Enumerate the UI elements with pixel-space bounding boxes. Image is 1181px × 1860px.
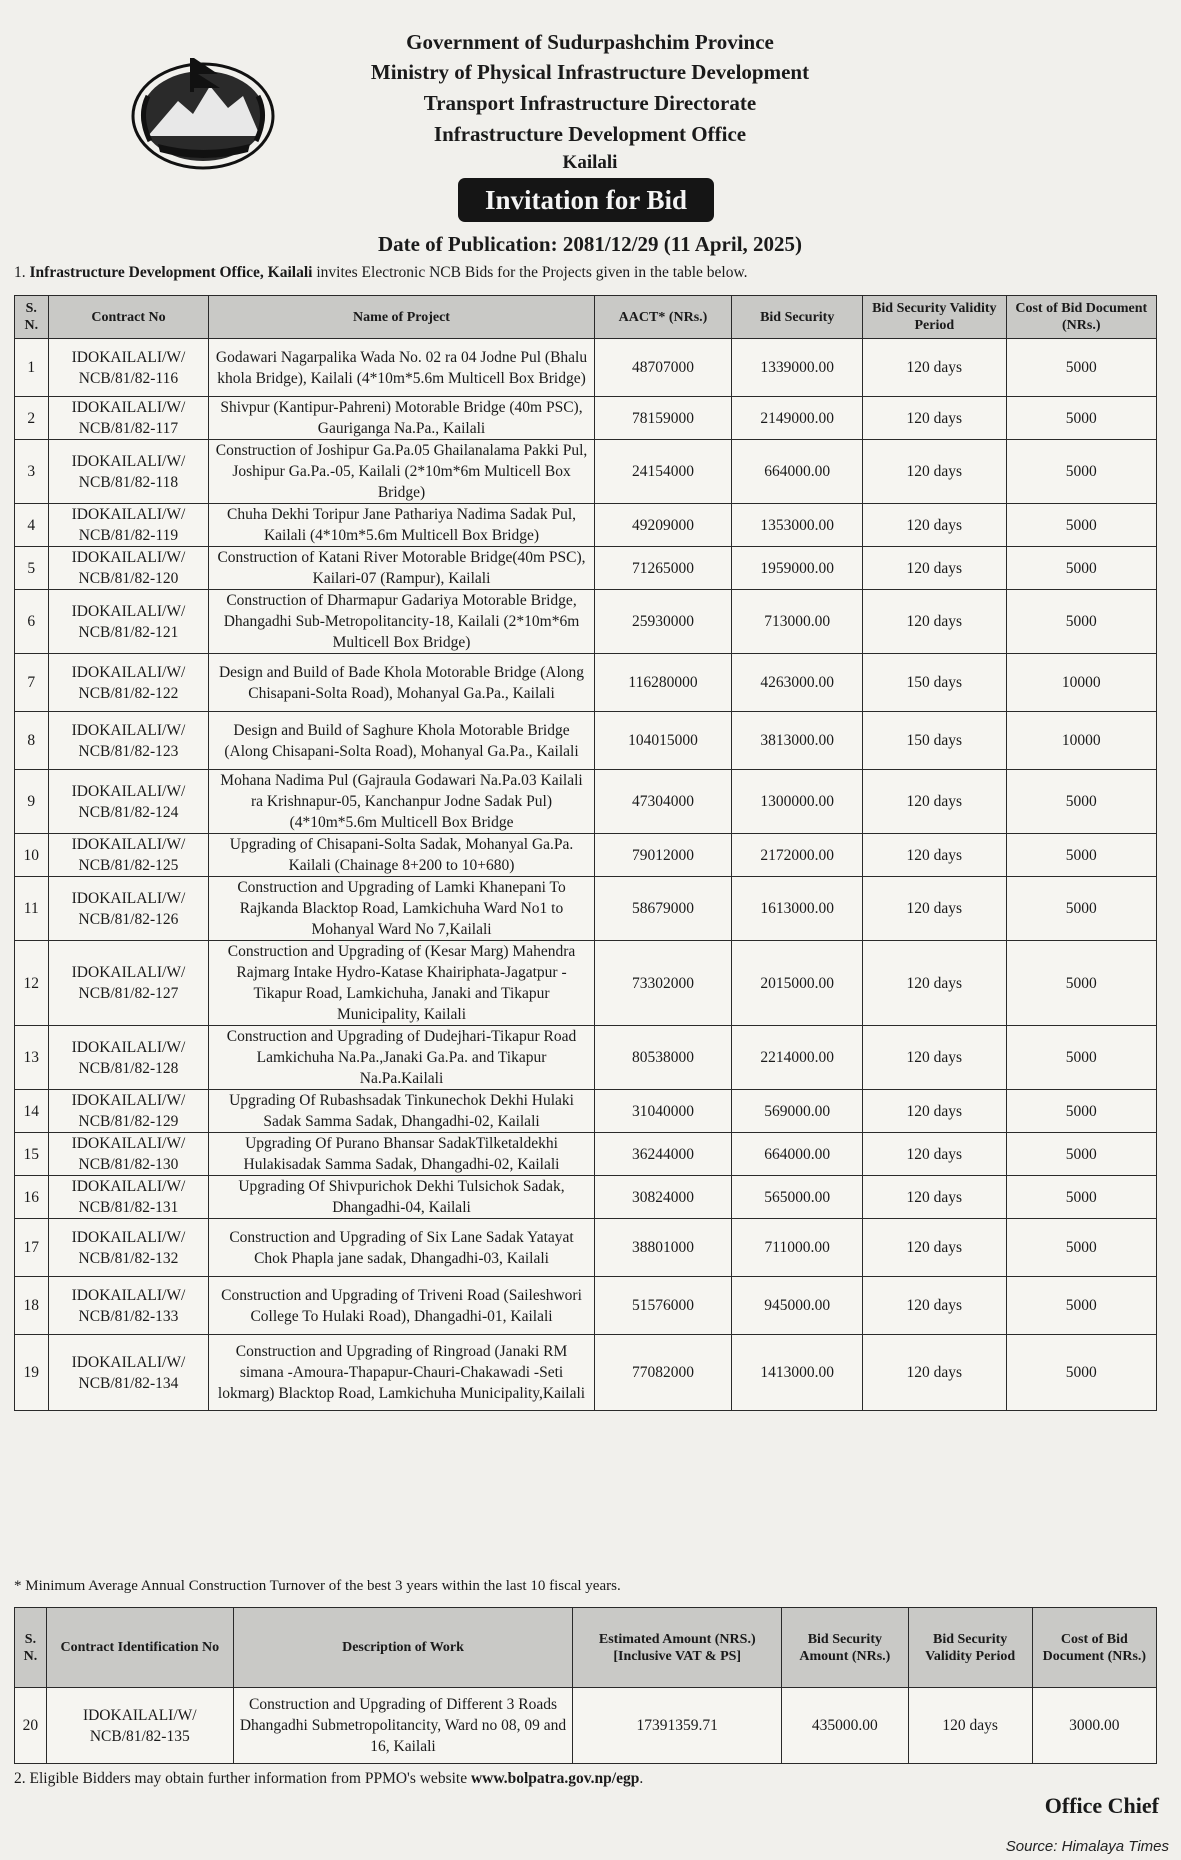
cell-project-name: Construction and Upgrading of Triveni Road (Saileshwori College To Hulaki Road), Dhangadhi-01, Kailali (209, 1277, 594, 1335)
cell-aact: 38801000 (594, 1219, 732, 1277)
projects-table (14, 295, 1157, 1411)
source-credit: Source: Himalaya Times (1005, 1838, 1169, 1855)
cell-cost: 5000 (1006, 339, 1156, 397)
cell-validity: 120 days (863, 1133, 1006, 1176)
publication-date: Date of Publication: 2081/12/29 (11 April, 2025) (377, 232, 803, 256)
table-row (15, 1133, 1157, 1176)
cell-contract: IDOKAILALI/W/ NCB/81/82-134 (48, 1335, 209, 1411)
cell-bid-security: 2015000.00 (732, 941, 863, 1026)
cell-sn: 3 (15, 440, 49, 504)
cell-validity: 120 days (863, 547, 1006, 590)
cell-project-name: Godawari Nagarpalika Wada No. 02 ra 04 Jodne Pul (Bhalu khola Bridge), Kailali (4*10m*5.6m Multicell Box Bridge) (209, 339, 594, 397)
nepal-emblem-icon (128, 56, 278, 171)
header-description: Description of Work (233, 1608, 573, 1688)
cell-bid-security: 1959000.00 (732, 547, 863, 590)
cell-sn: 14 (15, 1090, 49, 1133)
table-row (15, 440, 1157, 504)
cell-cost: 5000 (1006, 1133, 1156, 1176)
cell-sn: 13 (15, 1026, 49, 1090)
cell-project-name: Construction of Joshipur Ga.Pa.05 Ghailanalama Pakki Pul, Joshipur Ga.Pa.-05, Kailali (2*10m*6m Multicell Box Bridge) (209, 440, 594, 504)
cell-sn: 15 (15, 1133, 49, 1176)
table-row (15, 1688, 1157, 1764)
cell-description: Construction and Upgrading of Different 3 Roads Dhangadhi Submetropolitancity, Ward no 08, 09 and 16, Kailali (233, 1688, 573, 1764)
table-row (15, 1176, 1157, 1219)
cell-validity: 120 days (863, 770, 1006, 834)
table-row (15, 1219, 1157, 1277)
cell-contract: IDOKAILALI/W/ NCB/81/82-122 (48, 654, 209, 712)
cell-aact: 25930000 (594, 590, 732, 654)
cell-bid-security: 711000.00 (732, 1219, 863, 1277)
cell-contract: IDOKAILALI/W/ NCB/81/82-116 (48, 339, 209, 397)
cell-cost: 10000 (1006, 654, 1156, 712)
header-bid-security: Bid Security (732, 296, 863, 339)
cell-bid-security: 2172000.00 (732, 834, 863, 877)
cell-validity: 120 days (908, 1688, 1032, 1764)
cell-project-name: Construction of Katani River Motorable Bridge(40m PSC), Kailari-07 (Rampur), Kailali (209, 547, 594, 590)
table-header-row (15, 296, 1157, 339)
cell-project-name: Shivpur (Kantipur-Pahreni) Motorable Bridge (40m PSC), Gauriganga Na.Pa., Kailali (209, 397, 594, 440)
cell-validity: 120 days (863, 941, 1006, 1026)
cell-contract: IDOKAILALI/W/ NCB/81/82-117 (48, 397, 209, 440)
cell-sn: 1 (15, 339, 49, 397)
cell-sn: 6 (15, 590, 49, 654)
cell-aact: 24154000 (594, 440, 732, 504)
cell-bid-security: 1339000.00 (732, 339, 863, 397)
cell-project-name: Upgrading Of Shivpurichok Dekhi Tulsichok Sadak, Dhangadhi-04, Kailali (209, 1176, 594, 1219)
cell-cost: 5000 (1006, 397, 1156, 440)
cell-sn: 12 (15, 941, 49, 1026)
table-row (15, 1335, 1157, 1411)
cell-contract: IDOKAILALI/W/ NCB/81/82-127 (48, 941, 209, 1026)
cell-project-name: Design and Build of Saghure Khola Motorable Bridge (Along Chisapani-Solta Road), Mohanyal Ga.Pa., Kailali (209, 712, 594, 770)
cell-aact: 79012000 (594, 834, 732, 877)
cell-cost: 10000 (1006, 712, 1156, 770)
cell-cost: 5000 (1006, 834, 1156, 877)
cell-project-name: Construction and Upgrading of Ringroad (Janaki RM simana -Amoura-Thapapur-Chauri-Chakawadi -Seti lokmarg) Blacktop Road, Lamkichuha Municipality,Kailali (209, 1335, 594, 1411)
cell-sn: 4 (15, 504, 49, 547)
cell-bid-security: 565000.00 (732, 1176, 863, 1219)
cell-cost: 5000 (1006, 941, 1156, 1026)
cell-amount: 435000.00 (782, 1688, 908, 1764)
cell-bid-security: 1613000.00 (732, 877, 863, 941)
cell-validity: 120 days (863, 1277, 1006, 1335)
cell-aact: 116280000 (594, 654, 732, 712)
header-validity: Bid Security Validity Period (908, 1608, 1032, 1688)
cell-bid-security: 1413000.00 (732, 1335, 863, 1411)
cell-cost: 5000 (1006, 770, 1156, 834)
cell-cost: 5000 (1006, 1219, 1156, 1277)
cell-cost: 5000 (1006, 1277, 1156, 1335)
cell-contract: IDOKAILALI/W/ NCB/81/82-131 (48, 1176, 209, 1219)
cell-validity: 150 days (863, 712, 1006, 770)
cell-validity: 120 days (863, 834, 1006, 877)
cell-contract: IDOKAILALI/W/ NCB/81/82-121 (48, 590, 209, 654)
table-row (15, 770, 1157, 834)
turnover-note: * Minimum Average Annual Construction Turnover of the best 3 years within the last 10 fiscal years. (14, 1578, 621, 1594)
cell-bid-security: 2214000.00 (732, 1026, 863, 1090)
cell-bid-security: 1353000.00 (732, 504, 863, 547)
header-validity: Bid Security Validity Period (863, 296, 1006, 339)
cell-cost: 5000 (1006, 440, 1156, 504)
page-title: Invitation for Bid (458, 178, 714, 222)
cell-project-name: Construction and Upgrading of Six Lane Sadak Yatayat Chok Phapla jane sadak, Dhangadhi-03, Kailali (209, 1219, 594, 1277)
header-sn: S. N. (15, 1608, 47, 1688)
table-row (15, 1090, 1157, 1133)
cell-contract: IDOKAILALI/W/ NCB/81/82-128 (48, 1026, 209, 1090)
cell-sn: 16 (15, 1176, 49, 1219)
cell-cost: 5000 (1006, 590, 1156, 654)
cell-bid-security: 664000.00 (732, 440, 863, 504)
cell-cost: 5000 (1006, 877, 1156, 941)
cell-project-name: Upgrading of Chisapani-Solta Sadak, Mohanyal Ga.Pa. Kailali (Chainage 8+200 to 10+680) (209, 834, 594, 877)
cell-contract: IDOKAILALI/W/ NCB/81/82-126 (48, 877, 209, 941)
cell-cost: 5000 (1006, 504, 1156, 547)
cell-aact: 78159000 (594, 397, 732, 440)
cell-validity: 120 days (863, 504, 1006, 547)
header-directorate: Transport Infrastructure Directorate (423, 91, 757, 115)
table-row (15, 654, 1157, 712)
cell-aact: 31040000 (594, 1090, 732, 1133)
header-contract: Contract No (48, 296, 209, 339)
additional-project-table (14, 1607, 1157, 1764)
cell-contract: IDOKAILALI/W/ NCB/81/82-132 (48, 1219, 209, 1277)
cell-sn: 10 (15, 834, 49, 877)
cell-validity: 120 days (863, 1335, 1006, 1411)
header-ministry: Ministry of Physical Infrastructure Development (370, 60, 810, 84)
header-aact: AACT* (NRs.) (594, 296, 732, 339)
cell-validity: 120 days (863, 1026, 1006, 1090)
cell-project-name: Construction of Dharmapur Gadariya Motorable Bridge, Dhangadhi Sub-Metropolitancity-18, Kailali (2*10m*6m Multicell Box Bridge) (209, 590, 594, 654)
cell-aact: 104015000 (594, 712, 732, 770)
cell-sn: 9 (15, 770, 49, 834)
table-row (15, 590, 1157, 654)
cell-contract: IDOKAILALI/W/ NCB/81/82-124 (48, 770, 209, 834)
cell-sn: 5 (15, 547, 49, 590)
cell-sn: 19 (15, 1335, 49, 1411)
cell-aact: 71265000 (594, 547, 732, 590)
table-row (15, 397, 1157, 440)
cell-sn: 20 (15, 1688, 47, 1764)
cell-cost: 5000 (1006, 547, 1156, 590)
cell-validity: 120 days (863, 1219, 1006, 1277)
cell-cost: 3000.00 (1032, 1688, 1156, 1764)
cell-cost: 5000 (1006, 1335, 1156, 1411)
table-row (15, 504, 1157, 547)
cell-cost: 5000 (1006, 1090, 1156, 1133)
cell-project-name: Upgrading Of Purano Bhansar SadakTilketaldekhi Hulakisadak Samma Sadak, Dhangadhi-02, Kailali (209, 1133, 594, 1176)
cell-contract: IDOKAILALI/W/ NCB/81/82-119 (48, 504, 209, 547)
cell-bid-security: 569000.00 (732, 1090, 863, 1133)
cell-aact: 73302000 (594, 941, 732, 1026)
signature: Office Chief (1044, 1793, 1159, 1818)
cell-aact: 58679000 (594, 877, 732, 941)
cell-sn: 18 (15, 1277, 49, 1335)
cell-project-name: Construction and Upgrading of (Kesar Marg) Mahendra Rajmarg Intake Hydro-Katase Khairiphata-Jagatpur -Tikapur Road, Lamkichuha, Janaki and Tikapur Municipality, Kailali (209, 941, 594, 1026)
cell-cost: 5000 (1006, 1176, 1156, 1219)
cell-aact: 47304000 (594, 770, 732, 834)
table-row (15, 1026, 1157, 1090)
ppmo-website-link[interactable]: www.bolpatra.gov.np/egp (470, 1770, 640, 1787)
table-row (15, 941, 1157, 1026)
cell-cost: 5000 (1006, 1026, 1156, 1090)
header-government: Government of Sudurpashchim Province (406, 30, 774, 54)
cell-project-name: Design and Build of Bade Khola Motorable Bridge (Along Chisapani-Solta Road), Mohanyal Ga.Pa., Kailali (209, 654, 594, 712)
cell-sn: 17 (15, 1219, 49, 1277)
table-row (15, 834, 1157, 877)
cell-sn: 8 (15, 712, 49, 770)
table-row (15, 712, 1157, 770)
cell-validity: 120 days (863, 397, 1006, 440)
cell-sn: 2 (15, 397, 49, 440)
cell-aact: 51576000 (594, 1277, 732, 1335)
table-row (15, 877, 1157, 941)
header-sn: S. N. (15, 296, 49, 339)
header-office: Infrastructure Development Office (433, 122, 747, 146)
cell-bid-security: 3813000.00 (732, 712, 863, 770)
table-header-row (15, 1608, 1157, 1688)
header-contract-id: Contract Identification No (46, 1608, 233, 1688)
header-cost: Cost of Bid Document (NRs.) (1006, 296, 1156, 339)
cell-validity: 150 days (863, 654, 1006, 712)
table-row (15, 339, 1157, 397)
cell-bid-security: 1300000.00 (732, 770, 863, 834)
header-project-name: Name of Project (209, 296, 594, 339)
header-district: Kailali (562, 152, 618, 173)
cell-project-name: Chuha Dekhi Toripur Jane Pathariya Nadima Sadak Pul, Kailali (4*10m*5.6m Multicell Box Bridge) (209, 504, 594, 547)
table-row (15, 547, 1157, 590)
header-cost: Cost of Bid Document (NRs.) (1032, 1608, 1156, 1688)
cell-aact: 36244000 (594, 1133, 732, 1176)
cell-contract: IDOKAILALI/W/ NCB/81/82-135 (46, 1688, 233, 1764)
cell-contract: IDOKAILALI/W/ NCB/81/82-125 (48, 834, 209, 877)
cell-bid-security: 4263000.00 (732, 654, 863, 712)
cell-aact: 49209000 (594, 504, 732, 547)
cell-bid-security: 713000.00 (732, 590, 863, 654)
cell-project-name: Construction and Upgrading of Lamki Khanepani To Rajkanda Blacktop Road, Lamkichuha Ward No1 to Mohanyal Ward No 7,Kailali (209, 877, 594, 941)
cell-bid-security: 664000.00 (732, 1133, 863, 1176)
cell-validity: 120 days (863, 1176, 1006, 1219)
cell-project-name: Upgrading Of Rubashsadak Tinkunechok Dekhi Hulaki Sadak Samma Sadak, Dhangadhi-02, Kailali (209, 1090, 594, 1133)
intro-text: 1. Infrastructure Development Office, Kailali invites Electronic NCB Bids for the Projects given in the table below. (14, 264, 748, 281)
cell-sn: 7 (15, 654, 49, 712)
footer-info: 2. Eligible Bidders may obtain further information from PPMO's website www.bolpatra.gov.np/egp. (14, 1770, 644, 1787)
cell-bid-security: 945000.00 (732, 1277, 863, 1335)
cell-aact: 48707000 (594, 339, 732, 397)
cell-validity: 120 days (863, 339, 1006, 397)
cell-contract: IDOKAILALI/W/ NCB/81/82-118 (48, 440, 209, 504)
cell-aact: 30824000 (594, 1176, 732, 1219)
cell-bid-security: 2149000.00 (732, 397, 863, 440)
cell-validity: 120 days (863, 1090, 1006, 1133)
cell-contract: IDOKAILALI/W/ NCB/81/82-130 (48, 1133, 209, 1176)
header-security-amount: Bid Security Amount (NRs.) (782, 1608, 908, 1688)
cell-validity: 120 days (863, 440, 1006, 504)
cell-project-name: Mohana Nadima Pul (Gajraula Godawari Na.Pa.03 Kailali ra Krishnapur-05, Kanchanpur Jodne Sadak Pul) (4*10m*5.6m Multicell Box Bridge (209, 770, 594, 834)
cell-contract: IDOKAILALI/W/ NCB/81/82-129 (48, 1090, 209, 1133)
header-estimated-amount: Estimated Amount (NRS.) [Inclusive VAT & PS] (573, 1608, 782, 1688)
cell-contract: IDOKAILALI/W/ NCB/81/82-120 (48, 547, 209, 590)
cell-aact: 77082000 (594, 1335, 732, 1411)
cell-aact: 80538000 (594, 1026, 732, 1090)
cell-project-name: Construction and Upgrading of Dudejhari-Tikapur Road Lamkichuha Na.Pa.,Janaki Ga.Pa. and Tikapur Na.Pa.Kailali (209, 1026, 594, 1090)
table-row (15, 1277, 1157, 1335)
cell-validity: 120 days (863, 877, 1006, 941)
cell-contract: IDOKAILALI/W/ NCB/81/82-123 (48, 712, 209, 770)
cell-contract: IDOKAILALI/W/ NCB/81/82-133 (48, 1277, 209, 1335)
cell-validity: 120 days (863, 590, 1006, 654)
cell-estimate: 17391359.71 (573, 1688, 782, 1764)
cell-sn: 11 (15, 877, 49, 941)
